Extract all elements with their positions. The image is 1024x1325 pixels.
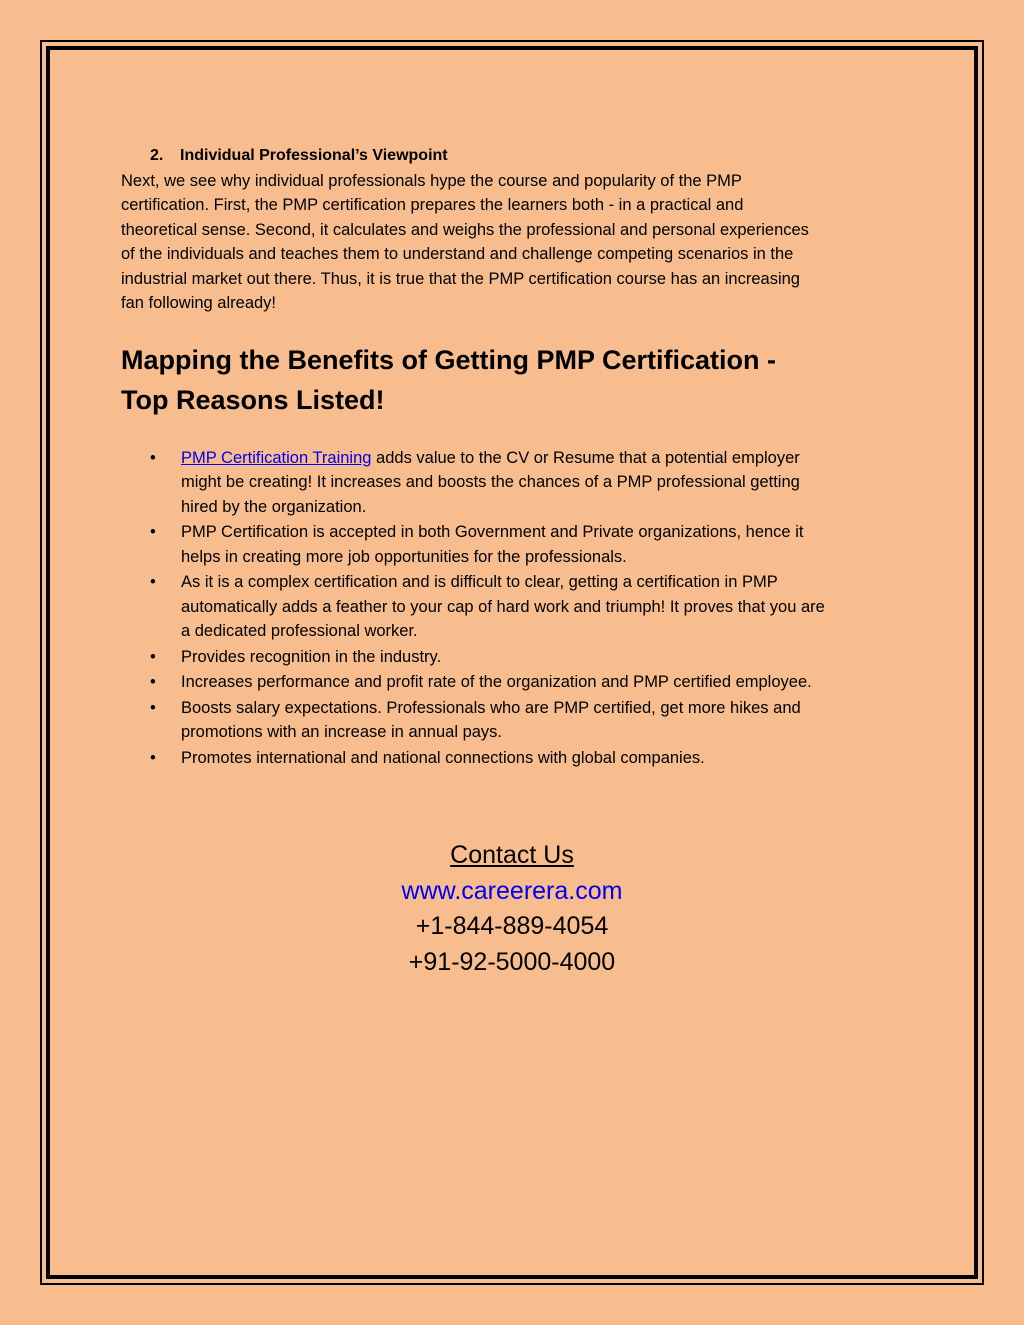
phone-number-india: +91-92-5000-4000 [408,947,616,976]
section-number: 2. [150,147,164,164]
pmp-certification-training-link[interactable]: PMP Certification Training [181,448,372,467]
list-item [121,670,911,695]
list-item-text: As it is a complex certification and is difficult to clear, getting a certification in PMP [181,573,778,591]
paragraph-line: Next, we see why individual professionals hype the course and popularity of the PMP [121,171,742,190]
list-item-text: Increases performance and profit rate of the organization and PMP certified employee. [181,673,812,691]
bullet-icon: • [150,448,156,467]
list-item [121,746,911,771]
bullet-icon: • [150,573,156,591]
section-heading-text: Individual Professional’s Viewpoint [180,147,448,164]
list-item [121,570,911,644]
list-item-text: helps in creating more job opportunities for the professionals. [181,547,627,566]
list-item-text: Promotes international and national connections with global companies. [181,748,705,767]
list-item-text: promotions with an increase in annual pays. [181,723,503,741]
section-paragraph [121,169,911,316]
list-item [121,696,911,745]
list-item-text: adds value to the CV or Resume that a potential employer [371,448,800,467]
list-item-text: hired by the organization. [181,497,367,516]
main-heading-line: Mapping the Benefits of Getting PMP Certification - [121,344,777,375]
list-item-text: a dedicated professional worker. [181,622,418,640]
list-item-text: might be creating! It increases and boosts the chances of a PMP professional getting [181,473,800,491]
list-item-text: Provides recognition in the industry. [181,647,442,666]
bullet-icon: • [150,698,156,717]
contact-block [0,838,1024,980]
bullet-icon: • [150,647,156,666]
benefits-list [121,446,911,771]
phone-number-us: +1-844-889-4054 [415,912,609,940]
paragraph-line: fan following already! [121,294,277,312]
section-heading [121,144,911,169]
main-heading-line: Top Reasons Listed! [121,384,385,415]
website-link[interactable]: www.careerera.com [401,876,623,905]
main-heading [121,340,911,420]
list-item [121,645,911,670]
list-item [121,446,911,520]
paragraph-line: theoretical sense. Second, it calculates and weighs the professional and personal experiences [121,220,809,239]
contact-us-link[interactable]: Contact Us [450,841,574,869]
bullet-icon: • [150,523,156,541]
list-item [121,520,911,569]
paragraph-line: industrial market out there. Thus, it is true that the PMP certification course has an increasing [121,269,800,288]
list-item-text: PMP Certification is accepted in both Government and Private organizations, hence it [181,523,804,541]
list-item-text: Boosts salary expectations. Professionals who are PMP certified, get more hikes and [181,698,801,717]
content-area [121,144,911,771]
paragraph-line: certification. First, the PMP certification prepares the learners both - in a practical and [121,196,744,214]
paragraph-line: of the individuals and teaches them to understand and challenge competing scenarios in the [121,245,794,263]
bullet-icon: • [150,748,156,767]
list-item-text: automatically adds a feather to your cap of hard work and triumph! It proves that you are [181,597,825,616]
bullet-icon: • [150,673,156,691]
